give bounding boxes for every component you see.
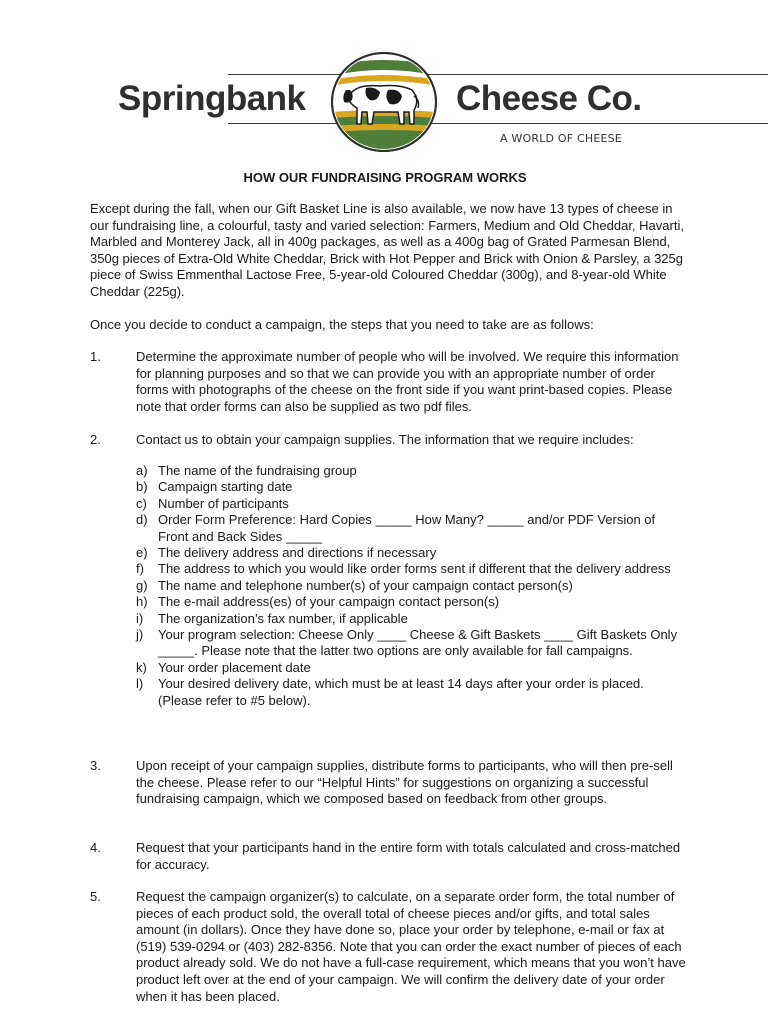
step-text: Contact us to obtain your campaign supplies. The information that we require includes: (136, 432, 634, 447)
list-item-letter: j) (136, 627, 144, 643)
brand-name-left: Springbank (118, 79, 306, 118)
list-item-text: The organization’s fax number, if applicable (158, 610, 408, 626)
list-item (136, 496, 688, 512)
list-item-letter: f) (136, 561, 144, 577)
step-number: 1. (90, 349, 101, 364)
list-item (136, 660, 688, 676)
step-text: Request the campaign organizer(s) to calculate, on a separate order form, the total number of pieces of each product sold, the overall total of cheese pieces and/or gifts, and total sales amount (in dollars). Once they have done so, place your order by telephone, e-mail or fax at (519) 539-0294 or (403) 282-8356. Note that you can order the exact number of pieces of each product already sold. We do not have a full-case requirement, which means that you won’t have product left over at the end of your campaign. We will confirm the delivery date of your order when it has been placed. (136, 889, 686, 1004)
cow-emblem-icon (330, 52, 438, 152)
list-item-letter: l) (136, 676, 144, 692)
step-text: Determine the approximate number of people who will be involved. We require this information for planning purposes and so that we can provide you with an appropriate number of order forms with photographs of the cheese on the front side if you want print-based copies. Please note that order forms can also be supplied as two pdf files. (136, 349, 679, 414)
list-item-letter: k) (136, 659, 147, 675)
logo-rule-bottom (228, 123, 768, 124)
list-item (136, 512, 688, 545)
list-item-text: The name and telephone number(s) of your campaign contact person(s) (158, 577, 573, 593)
step-number: 2. (90, 432, 101, 447)
brand-name-right: Cheese Co. (456, 79, 642, 118)
list-item-text: Campaign starting date (158, 479, 293, 495)
step-number: 3. (90, 758, 101, 773)
campaign-info-list (136, 463, 688, 709)
list-item-letter: g) (136, 577, 148, 593)
list-item (136, 463, 688, 479)
list-item (136, 611, 688, 627)
list-item-text: The name of the fundraising group (158, 463, 357, 478)
list-item-letter: i) (136, 610, 144, 626)
page-title: HOW OUR FUNDRAISING PROGRAM WORKS (243, 170, 527, 185)
list-item (136, 545, 688, 561)
brand-tagline: A WORLD OF CHEESE (500, 132, 622, 145)
list-item-letter: e) (136, 545, 148, 561)
list-item-letter: c) (136, 495, 147, 511)
step-number: 4. (90, 840, 101, 855)
list-item-text: Your order placement date (158, 659, 311, 675)
company-logo (112, 52, 660, 152)
list-item-text: The e-mail address(es) of your campaign contact person(s) (158, 594, 500, 610)
step-text: Request that your participants hand in the entire form with totals calculated and cross-matched for accuracy. (136, 840, 681, 872)
list-item (136, 479, 688, 495)
list-item (136, 561, 688, 577)
list-item-letter: a) (136, 463, 148, 478)
list-item-text: Your desired delivery date, which must be at least 14 days after your order is placed. (Please refer to #5 below). (158, 676, 644, 708)
steps-lead: Once you decide to conduct a campaign, the steps that you need to take are as follows: (90, 317, 594, 332)
step-text: Upon receipt of your campaign supplies, distribute forms to participants, who will then pre-sell the cheese. Please refer to our “Helpful Hints” for suggestions on organizing a successful fundraising campaign, which we composed based on feedback from other groups. (136, 758, 673, 807)
list-item (136, 594, 688, 610)
list-item-letter: d) (136, 512, 148, 528)
list-item (136, 676, 688, 709)
list-item-text: Number of participants (158, 495, 289, 511)
list-item-text: Order Form Preference: Hard Copies _____ How Many? _____ and/or PDF Version of Front and Back Sides _____ (158, 512, 656, 544)
list-item-letter: h) (136, 594, 148, 610)
logo-rule-top (228, 74, 768, 75)
list-item (136, 627, 688, 660)
intro-paragraph: Except during the fall, when our Gift Basket Line is also available, we now have 13 types of cheese in our fundraising line, a colourful, tasty and varied selection: Farmers, Medium and Old Cheddar, Havarti, Marbled and Monterey Jack, all in 400g packages, as well as a 400g bag of Grated Parmesan Blend, 350g pieces of Extra-Old White Cheddar, Brick with Hot Pepper and Brick with Onion & Parsley, a 325g piece of Swiss Emmenthal Lactose Free, 5-year-old Coloured Cheddar (300g), and 8-year-old White Cheddar (225g). (90, 201, 684, 299)
list-item-text: Your program selection: Cheese Only ____ Cheese & Gift Baskets ____ Gift Baskets Only _____. Please note that the latter two options are only available for fall campaigns. (158, 627, 678, 659)
step-number: 5. (90, 889, 101, 904)
list-item-letter: b) (136, 479, 148, 495)
list-item-text: The delivery address and directions if necessary (158, 545, 437, 561)
list-item (136, 578, 688, 594)
list-item-text: The address to which you would like order forms sent if different that the delivery address (158, 561, 671, 577)
